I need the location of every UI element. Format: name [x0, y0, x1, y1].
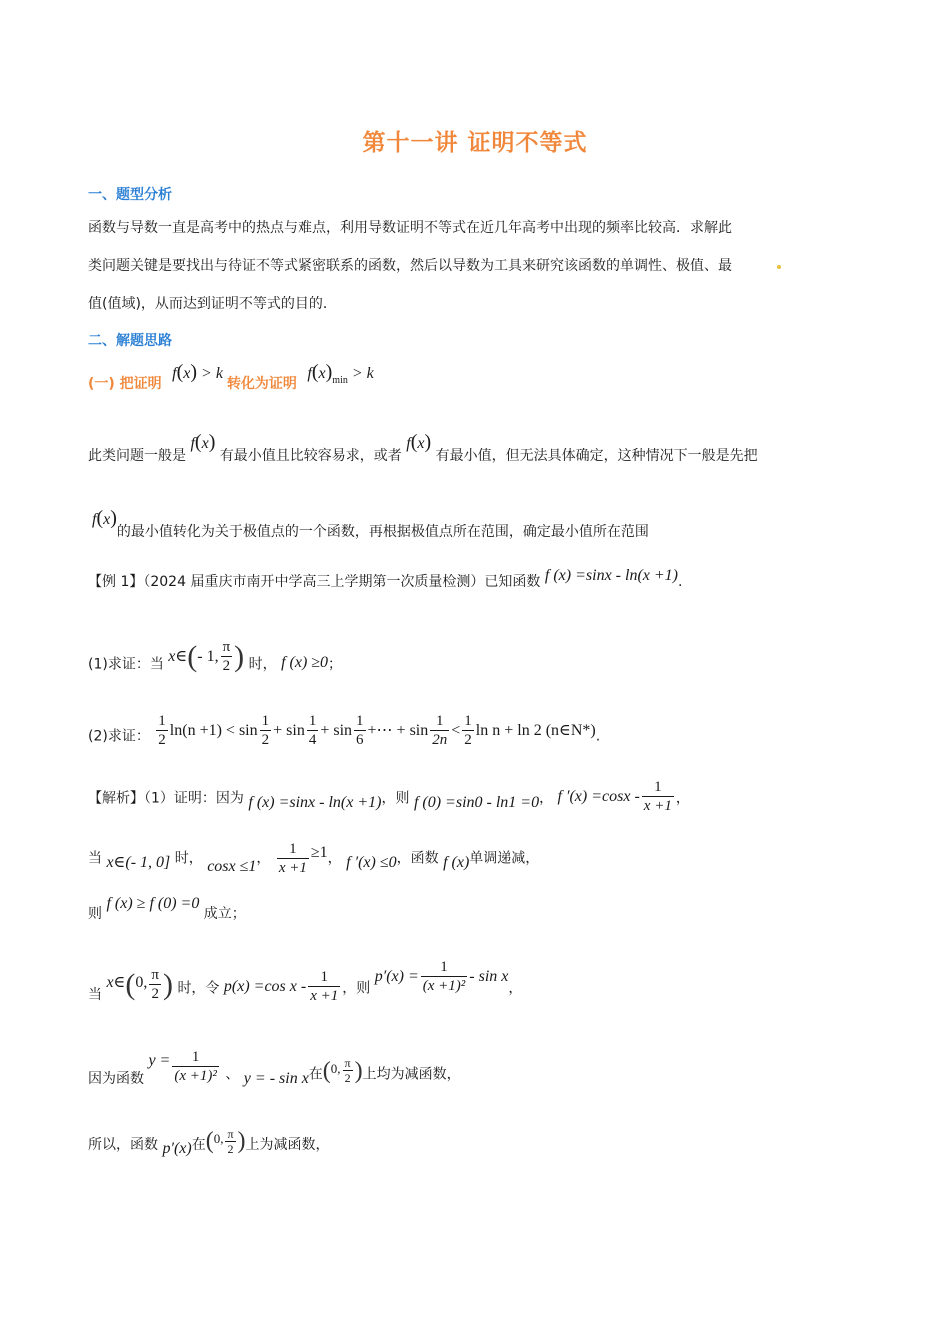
- solution-line-5: 因为函数 y = $\frac{1}{\text{(x +1)²}}$ 、 y = - sin x在(0, $\frac{\pi}{2}$ )上均为减函数，: [88, 1049, 461, 1087]
- example-1-line: 【例 1】（2024 届重庆市南开中学高三上学期第一次质量检测）已知函数 f (x) =sinx - ln(x +1).: [88, 567, 683, 590]
- ink-dot: [777, 265, 781, 269]
- formula-fx: f(x): [406, 431, 432, 453]
- formula-fmin-gt-k: $f(x)_{min} > k$: [307, 361, 374, 386]
- page-title: 第十一讲 证明不等式: [362, 130, 588, 156]
- subheading-prefix: (一) 把证明: [88, 376, 162, 392]
- pi-over-2: $\frac{\pi}{2}$: [222, 639, 231, 674]
- subheading-one: [88, 361, 374, 401]
- method-paragraph-line-2: f(x)的最小值转化为关于极值点的一个函数，再根据极值点所在范围，确定最小值所在范围: [92, 507, 649, 540]
- subheading-mid: 转化为证明: [226, 376, 297, 392]
- intro-line-2: 类问题关键是要找出与待证不等式紧密联系的函数，然后以导数为工具来研究该函数的单调性、极值、最: [88, 258, 732, 274]
- solution-line-6: 所以，函数 p′(x)在(0, $\frac{\pi}{2}$ )上为减函数，: [88, 1126, 330, 1157]
- section-heading-approach: 二、解题思路: [88, 333, 172, 349]
- method-paragraph-line-1: 此类问题一般是 f(x) 有最小值且比较容易求，或者 f(x) 有最小值，但无法具体确定，这种情况下一般是先把: [88, 431, 758, 464]
- question-1: (1)求证：当 x∈(- 1, $\frac{\pi}{2}$ ) 时， f (x) ≥0；: [88, 639, 343, 674]
- formula-fx: f(x): [92, 507, 117, 529]
- question-2: (2)求证： $\frac{1}{2}$ ln(n +1) < sin $\frac{1}{2}$ + sin $\frac{1}{4}$ + sin $\frac{1}{6}$ +⋯ + sin $\frac{1}{2n}$ < $\frac{1}{2}$ ln n + ln 2 (n∈N*).: [88, 713, 601, 748]
- example-function: f (x) =sinx - ln(x +1): [544, 567, 678, 584]
- solution-line-2: 当 x∈(- 1, 0] 时， cosx ≤1， $\frac{1}{x +1}$ ≥1， f ′(x) ≤0，函数 f (x)单调递减，: [88, 841, 540, 876]
- intro-line-3: 值(值域)，从而达到证明不等式的目的．: [88, 296, 337, 312]
- formula-fx: f(x): [190, 431, 216, 453]
- solution-line-4: 当 x∈(0, $\frac{\pi}{2}$ ) 时，令 p(x) =cos x - $\frac{1}{x +1}$ ，则 p′(x) = $\frac{1}{\text{(x +1)²}}$ - sin x，: [88, 959, 523, 1004]
- formula-fx-gt-k: f(x) > k: [172, 361, 223, 383]
- solution-line-3: 则 f (x) ≥ f (0) =0 成立；: [88, 895, 246, 922]
- section-heading-analysis: 一、题型分析: [88, 187, 172, 203]
- intro-line-1: 函数与导数一直是高考中的热点与难点，利用导数证明不等式在近几年高考中出现的频率比较高．求解此: [88, 220, 732, 236]
- solution-line-1: 【解析】（1）证明：因为 f (x) =sinx - ln(x +1)，则 f (0) =sin0 - ln1 =0， f ′(x) =cosx - $\frac{1}{x +1}$ ，: [88, 779, 690, 814]
